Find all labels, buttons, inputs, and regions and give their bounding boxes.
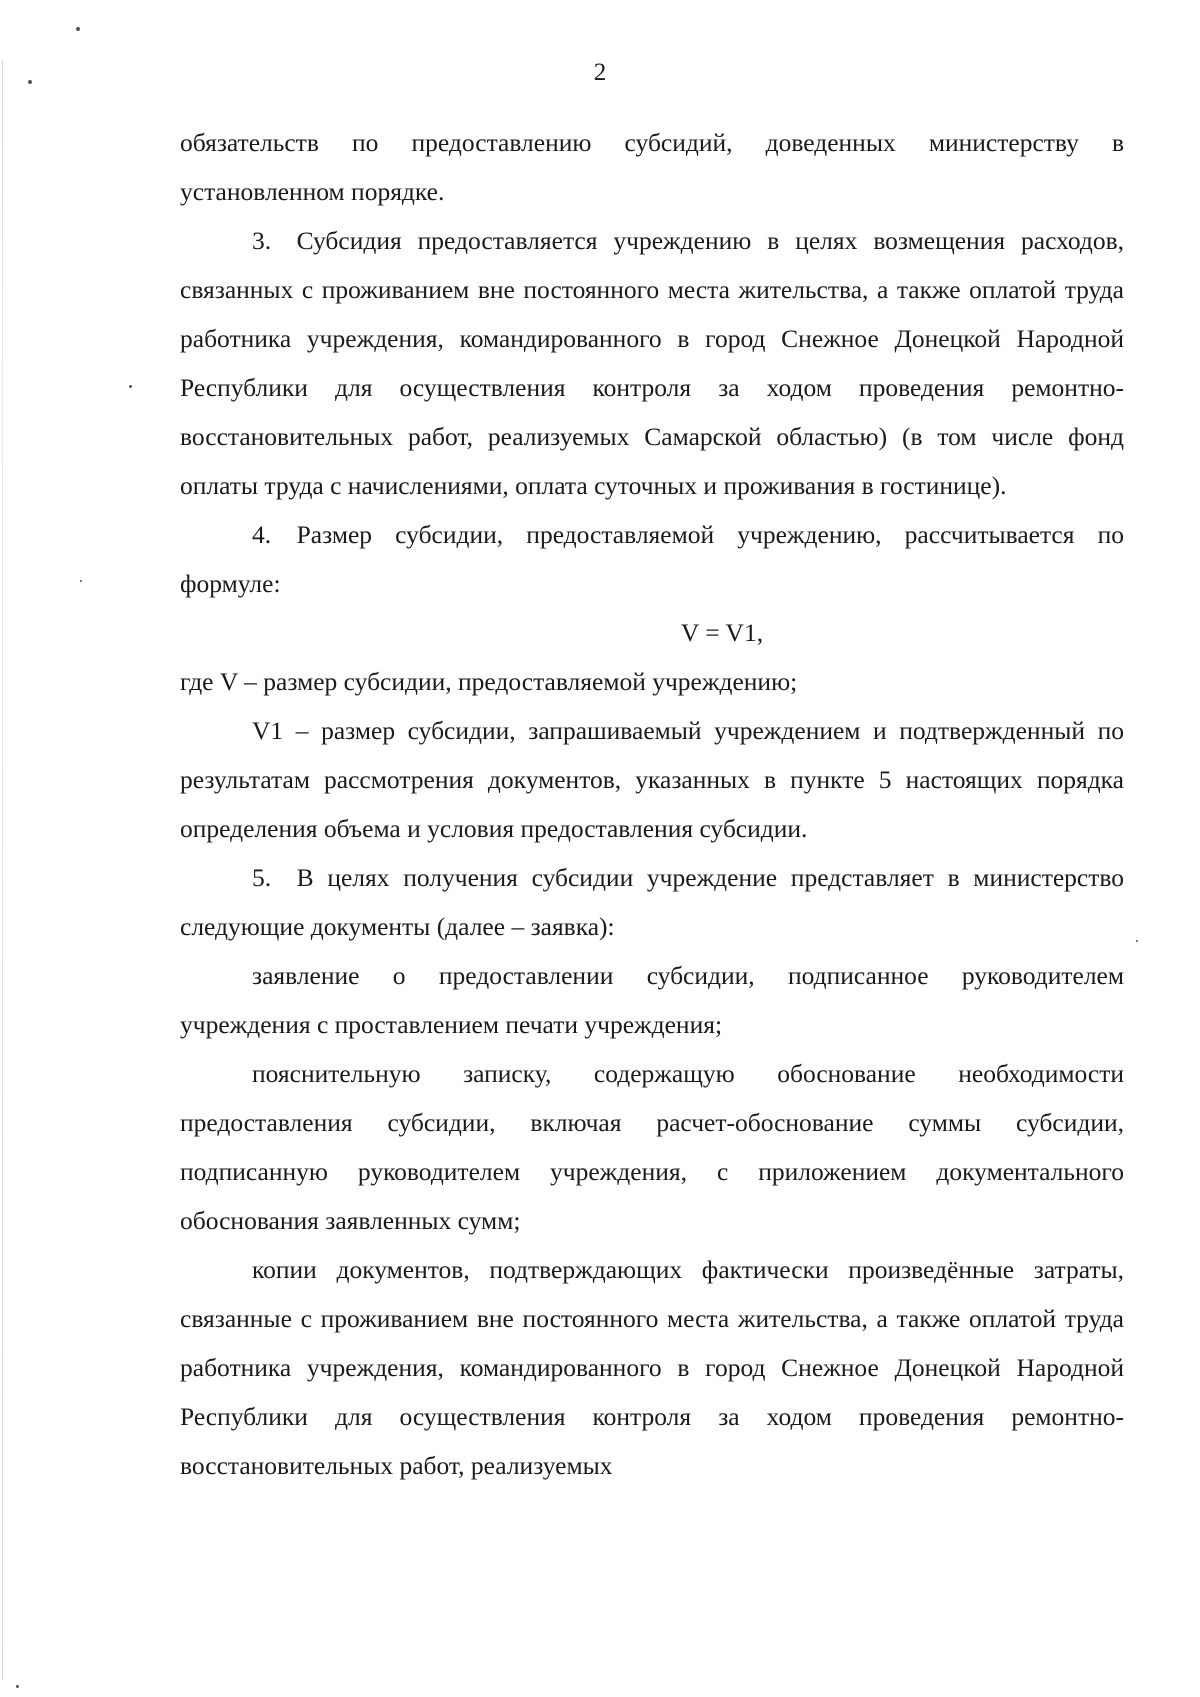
- paragraph: заявление о предоставлении субсидии, подписанное руководителем учреждения с проставлением печати учреждения;: [180, 961, 1124, 1039]
- paragraph: обязательств по предоставлению субсидий, доведенных министерству в установленном порядке.: [180, 128, 1124, 206]
- paragraph: 5. В целях получения субсидии учреждение представляет в министерство следующие документы (далее – заявка):: [180, 863, 1124, 941]
- paragraph: пояснительную записку, содержащую обоснование необходимости предоставления субсидии, включая расчет-обоснование суммы субсидии, подписанную руководителем учреждения, с приложением документального обоснования заявленных сумм;: [180, 1059, 1124, 1235]
- scan-speck: [76, 27, 80, 31]
- paragraph: копии документов, подтверждающих фактически произведённые затраты, связанные с проживанием вне постоянного места жительства, а также оплатой труда работника учреждения, командированного в город Снежное Донецкой Народной Республики для осуществления контроля за ходом проведения ремонтно-восстановительных работ, реализуемых: [180, 1255, 1124, 1480]
- paragraph: 3. Субсидия предоставляется учреждению в целях возмещения расходов, связанных с проживанием вне постоянного места жительства, а также оплатой труда работника учреждения, командированного в город Снежное Донецкой Народной Республики для осуществления контроля за ходом проведения ремонтно-восстановительных работ, реализуемых Самарской областью) (в том числе фонд оплаты труда с начислениями, оплата суточных и проживания в гостинице).: [180, 226, 1124, 500]
- paragraph: где V – размер субсидии, предоставляемой учреждению;: [180, 667, 798, 696]
- page-number: 2: [593, 59, 607, 86]
- scan-speck: [1136, 940, 1138, 942]
- paragraph: V1 – размер субсидии, запрашиваемый учреждением и подтвержденный по результатам рассмотрения документов, указанных в пункте 5 настоящих порядка определения объема и условия предоставления субсидии.: [180, 716, 1124, 843]
- formula: V = V1,: [680, 618, 764, 647]
- scan-speck: [129, 385, 132, 388]
- scan-speck: [16, 1685, 19, 1688]
- paragraph: 4. Размер субсидии, предоставляемой учреждению, рассчитывается по формуле:: [180, 520, 1124, 598]
- scan-speck: [80, 580, 82, 582]
- document-body: [180, 118, 1124, 1490]
- scan-edge-artifact: [2, 60, 3, 1680]
